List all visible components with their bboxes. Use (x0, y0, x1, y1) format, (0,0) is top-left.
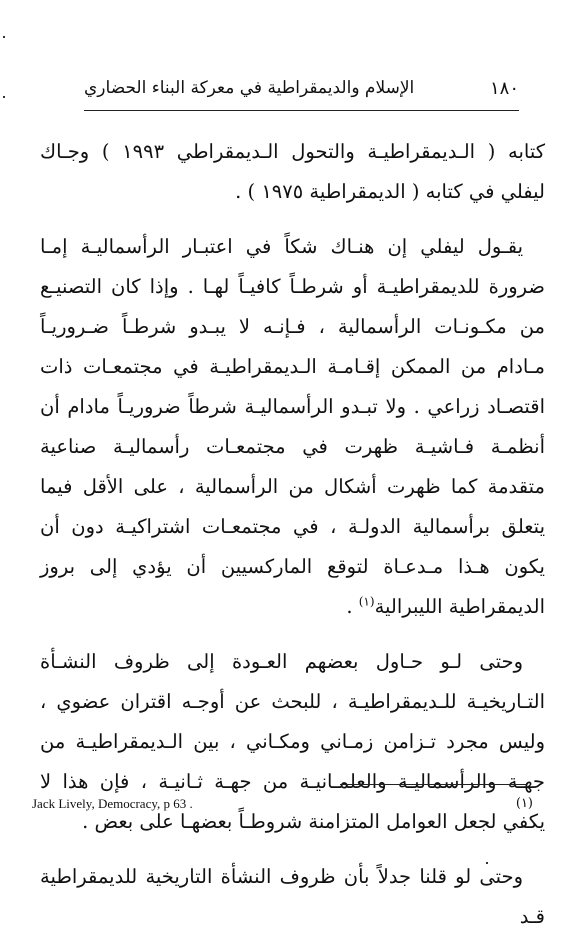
page-header (84, 78, 519, 108)
paragraph-2-text: يقـول ليفلي إن هنـاك شكاً في اعتبـار الرأسماليـة إمـا ضرورة للديمقراطيـة أو شرطـاً كافيـاً لهـا . وإذا كان التصنيـع من مكـونـات الرأسمالية ، فـإنـه لا يبـدو شرطـاً ضـروريـاً مـادام من الممكن إقـامـة الـديمقراطيـة في مجتمعـات ذات اقتصـاد زراعي . ولا تبـدو الرأسماليـة شرطاً ضروريـاً مادام أن أنظمـة فـاشيـة ظهرت في مجتمعـات رأسماليـة صناعية متقدمة كما ظهرت أشكال من الرأسمالية ، على الأقل فيما يتعلق برأسمالية الدولـة ، في مجتمعـات اشتراكيـة دون أن يكون هـذا مـدعـاة لتوقع الماركسيين أن يؤدي إلى بروز الديمقراطية الليبرالية (40, 235, 545, 618)
paragraph-3-text: وحتى لـو حـاول بعضهم العـودة إلى ظروف النشـأة التـاريخيـة للـديمقراطيـة ، للبحث عن أوجـه اقتران عضوي ، وليس مجرد تـزامن زمـاني ومكـاني ، بين الـديمقراطيـة من جهـة والرأسماليـة والعلمـانيـة من جهـة ثـانيـة ، فإن هذا لا يكفي لجعل العوامل المتزامنة شروطـاً بعضهـا على بعض . (40, 650, 545, 833)
scan-speck (3, 96, 5, 98)
header-rule (84, 110, 519, 111)
footnote-rule (340, 784, 526, 785)
footnote-reference: (١) (358, 594, 375, 609)
footnote (32, 796, 533, 818)
running-title: الإسلام والديمقراطية في معركة البناء الحضاري (84, 78, 415, 98)
footnote-text: Jack Lively, Democracy, p 63 . (32, 796, 193, 811)
paragraph-4-text: وحتى لو قلنا جدلاً بأن ظروف النشأة التاريخية للديمقراطية قـد (40, 865, 545, 928)
scan-speck (486, 862, 488, 864)
paragraph-4 (40, 857, 545, 937)
scan-speck (3, 36, 5, 38)
paragraph-1 (40, 132, 545, 212)
footnote-marker: (١) (515, 796, 533, 811)
paragraph-1-text: كتابه ( الـديمقراطيـة والتحول الـديمقراطي ١٩٩٣ ) وجـاك ليفلي في كتابه ( الديمقراطية ١٩٧٥ ) . (40, 140, 546, 203)
paragraph-gap (40, 842, 545, 857)
paragraph-2 (40, 227, 545, 627)
paragraph-2-tail: . (346, 595, 359, 618)
paragraph-gap (40, 212, 545, 227)
paragraph-gap (40, 627, 545, 642)
page-number: ١٨٠ (489, 78, 519, 99)
